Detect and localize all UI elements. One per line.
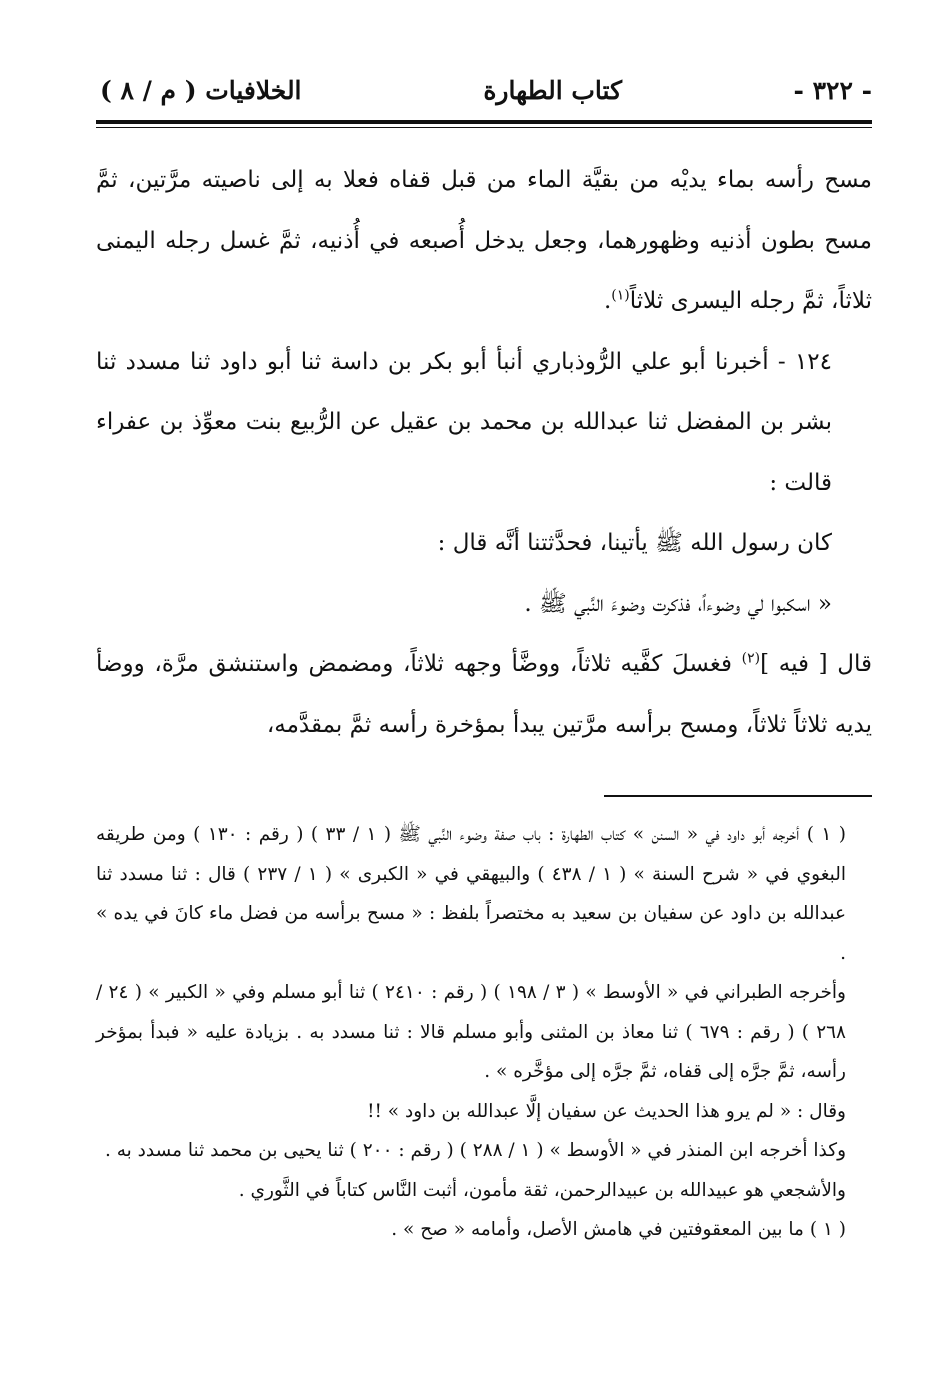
header-rule-thick bbox=[96, 120, 872, 124]
paragraph-5: قال [ فيه ]$^{(٢)}$ فغسلَ كفَّيه ثلاثاً، ووضَّأ وجهه ثلاثاً، ومضمض واستنشق مرَّة، ووضأ يديه ثلاثاً ثلاثاً، ومسح برأسه مرَّتين يبدأ بمؤخرة رأسه ثمَّ بمقدَّمه، bbox=[96, 650, 872, 738]
footnote-1-cont-d: والأشجعي هو عبيدالله بن عبيدالرحمن، ثقة مأمون، أثبت النَّاس كتاباً في الثَّوري . bbox=[238, 1179, 846, 1201]
section-label: الخلافيات ( م / ٨ ) bbox=[100, 76, 302, 105]
footnotes bbox=[96, 815, 872, 1250]
page bbox=[96, 70, 872, 1250]
footnote-1-cont-a: وأخرجه الطبراني في « الأوسط » ( ٣ / ١٩٨ ) ( رقم : ٢٤١٠ ) ثنا أبو مسلم وفي « الكبير » ( ٢٤ / ٢٦٨ ) ( رقم : ٦٧٩ ) ثنا معاذ بن المثنى وأبو مسلم قالا : ثنا مسدد به . بزيادة عليه « فبدأ بمؤخر رأسه، ثمَّ جرَّه إلى قفاه، ثمَّ جرَّه إلى مؤخَّره » . bbox=[96, 982, 846, 1082]
header-rule-thin bbox=[96, 127, 872, 128]
hadith-124: ١٢٤ - أخبرنا أبو علي الرُّوذباري أنبأ أبو بكر بن داسة ثنا أبو داود ثنا مسدد ثنا بشر بن المفضل ثنا عبدالله بن محمد بن عقيل عن الرُّبيع بنت معوِّذ بن عفراء قالت : bbox=[96, 348, 832, 496]
footnote-1: ( ١ ) أخرجه أبو داود في « السنن » كتاب الطهارة : باب صفة وضوء النَّبي ﷺ ( ١ / ٣٣ ) ( رقم : ١٣٠ ) ومن طريقه البغوي في « شرح السنة » ( ١ / ٤٣٨ ) والبيهقي في « الكبرى » ( ١ / ٢٣٧ ) قال : ثنا مسدد ثنا عبدالله بن داود عن سفيان بن سعيد به مختصراً بلفظ : « مسح برأسه من فضل ماء كانَ في يده » . bbox=[96, 824, 846, 964]
footnote-ref-2: (٢) bbox=[741, 650, 761, 667]
running-header bbox=[96, 70, 872, 114]
book-title: كتاب الطهارة bbox=[483, 76, 622, 105]
footnote-separator bbox=[604, 795, 872, 797]
main-text bbox=[96, 150, 872, 755]
paragraph-3: كان رسول الله ﷺ يأتينا، فحدَّثتنا أنَّه قال : bbox=[437, 530, 832, 556]
paragraph-1: مسح رأسه بماء يديْه من بقيَّة الماء من قبل قفاه فعلا به إلى ناصيته مرَّتين، ثمَّ مسح بطون أذنيه وظهورهما، وجعل يدخل أُصبعه في أُذنيه، ثمَّ غسل رجله اليمنى ثلاثاً، ثمَّ رجله اليسرى ثلاثاً$^{(١)}$. bbox=[96, 167, 872, 314]
footnote-ref-1: (١) bbox=[611, 287, 630, 304]
paragraph-4: « اسكبوا لي وضوءاً، فذكرت وضوءَ النَّبي ﷺ . bbox=[524, 590, 832, 617]
page-number: - ٣٢٢ - bbox=[793, 76, 872, 105]
footnote-1-cont-c: وكذا أخرجه ابن المنذر في « الأوسط » ( ١ / ٢٨٨ ) ( رقم : ٢٠٠ ) ثنا يحيى بن محمد ثنا مسدد به . bbox=[104, 1140, 846, 1161]
footnote-2: ( ١ ) ما بين المعقوفتين في هامش الأصل، وأمامه « صح » . bbox=[391, 1219, 846, 1240]
footnote-1-cont-b: وقال : « لم يرو هذا الحديث عن سفيان إلَّا عبدالله بن داود » !! bbox=[367, 1100, 846, 1122]
